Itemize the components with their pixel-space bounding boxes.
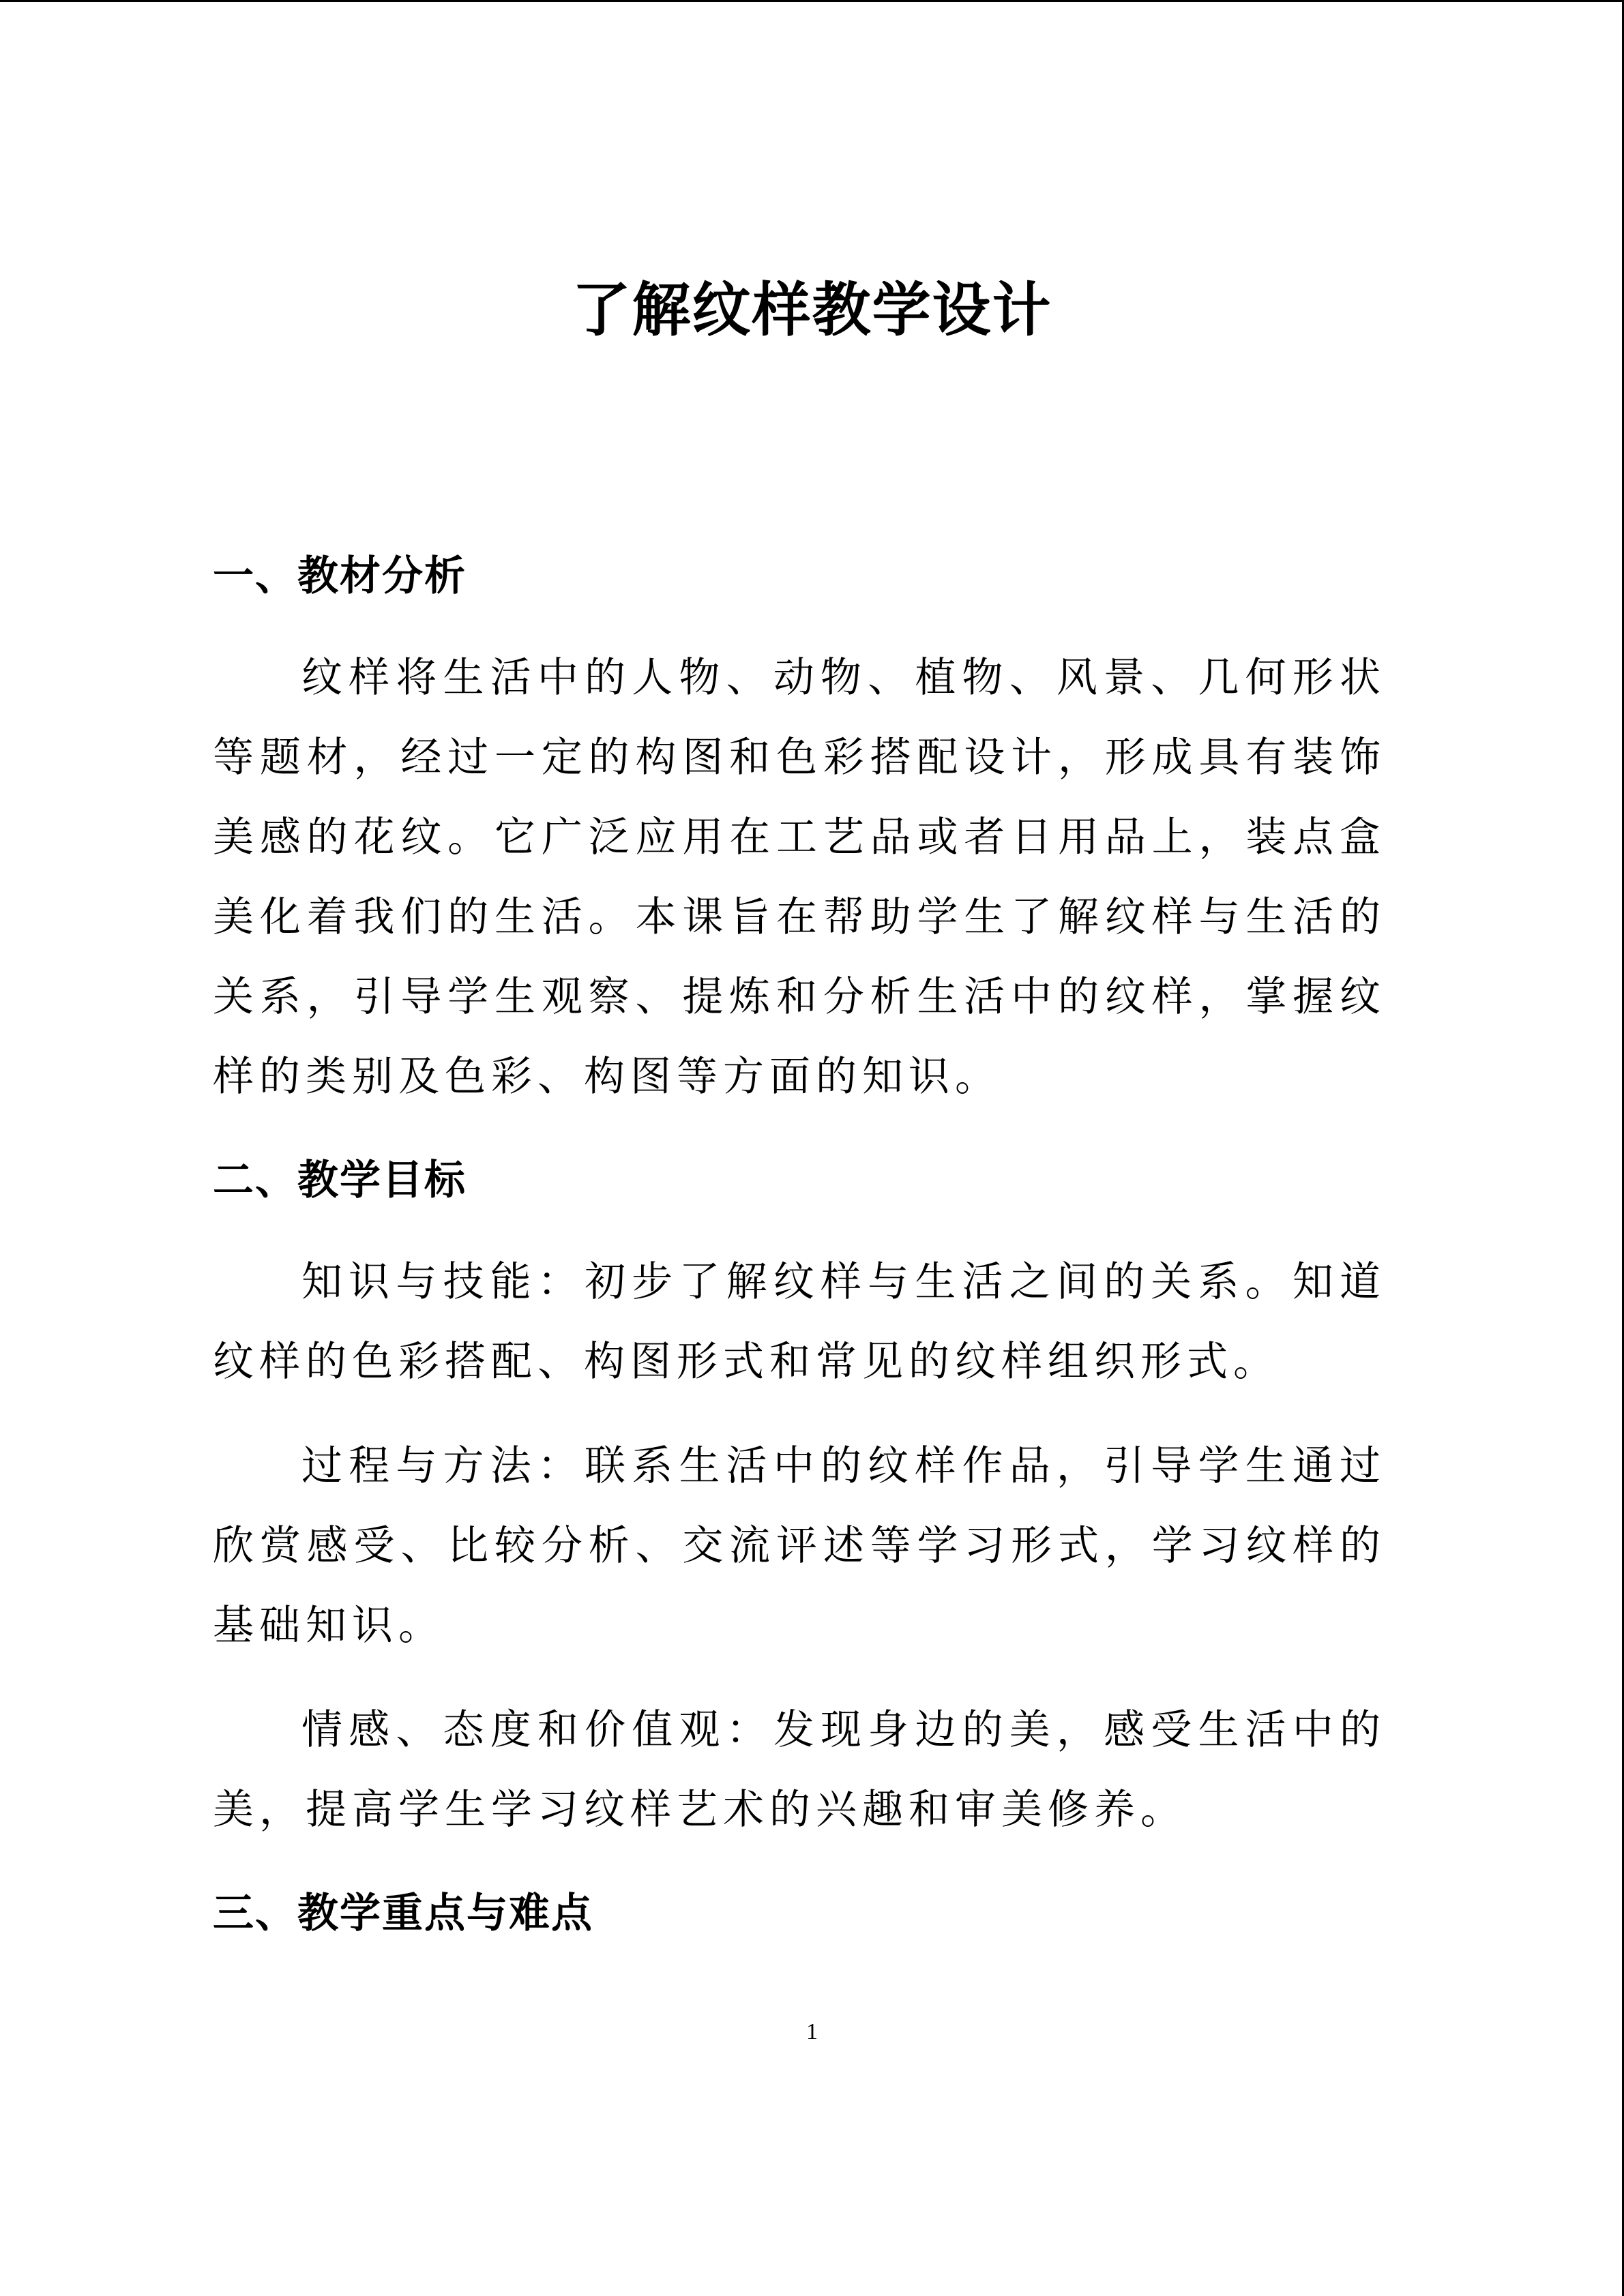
section-heading-teaching-goals: 二、教学目标 bbox=[213, 1157, 467, 1204]
paragraph-emotion-attitude-values: 情感、态度和价值观：发现身边的美，感受生活中的美，提高学生学习纹样艺术的兴趣和审美修养。 bbox=[213, 1706, 1386, 1834]
paragraph-process-methods: 过程与方法：联系生活中的纹样作品，引导学生通过欣赏感受、比较分析、交流评述等学习形式，学习纹样的基础知识。 bbox=[213, 1442, 1386, 1650]
section-heading-key-points-difficulties: 三、教学重点与难点 bbox=[213, 1890, 593, 1937]
paragraph-textbook-analysis: 纹样将生活中的人物、动物、植物、风景、几何形状等题材，经过一定的构图和色彩搭配设计，形成具有装饰美感的花纹。它广泛应用在工艺品或者日用品上，装点盒美化着我们的生活。本课旨在帮助学生了解纹样与生活的关系，引导学生观察、提炼和分析生活中的纹样，掌握纹样的类别及色彩、构图等方面的知识。 bbox=[213, 654, 1386, 1101]
document-body bbox=[213, 539, 1386, 1951]
section-heading-textbook-analysis: 一、教材分析 bbox=[213, 552, 467, 600]
paragraph-knowledge-skills: 知识与技能：初步了解纹样与生活之间的关系。知道纹样的色彩搭配、构图形式和常见的纹样组织形式。 bbox=[213, 1258, 1386, 1386]
document-title: 了解纹样教学设计 bbox=[572, 276, 1052, 344]
page-number: 1 bbox=[806, 2019, 818, 2044]
